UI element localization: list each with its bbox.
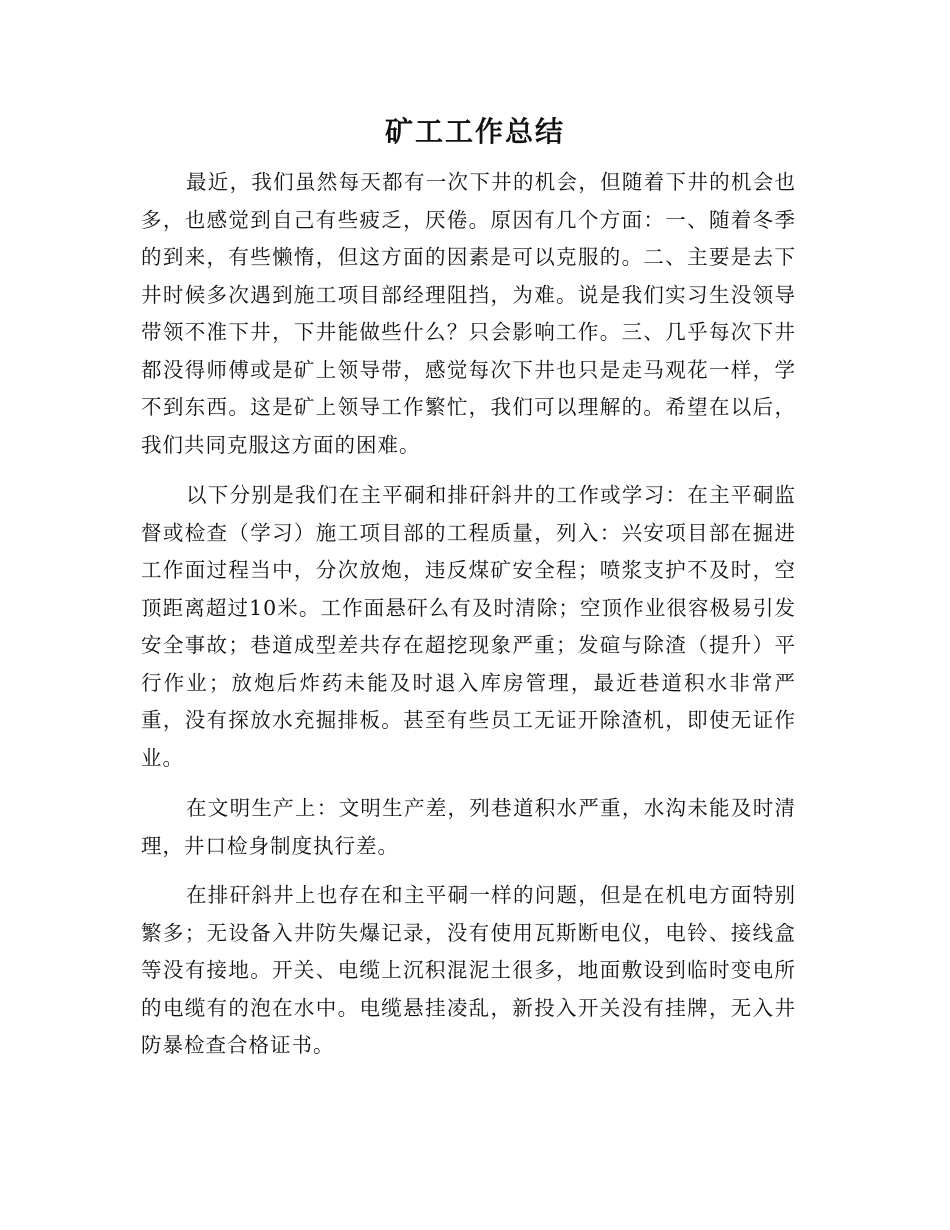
paragraph-2: 以下分别是我们在主平硐和排矸斜井的工作或学习：在主平硐监督或检查（学习）施工项目部的工程质量，列入：兴安项目部在掘进工作面过程当中，分次放炮，违反煤矿安全程；喷浆支护不及时，空顶距离超过10米。工作面悬矸么有及时清除；空顶作业很容极易引发安全事故；巷道成型差共存在超挖现象严重；发碹与除渣（提升）平行作业；放炮后炸药未能及时退入库房管理，最近巷道积水非常严重，没有探放水充掘排板。甚至有些员工无证开除渣机，即使无证作业。: [141, 483, 796, 770]
paragraph-4: 在排矸斜井上也存在和主平硐一样的问题，但是在机电方面特别繁多；无设备入井防失爆记录，没有使用瓦斯断电仪，电铃、接线盒等没有接地。开关、电缆上沉积混泥土很多，地面敷设到临时变电所的电缆有的泡在水中。电缆悬挂凌乱，新投入开关没有挂牌，无入井防暴检查合格证书。: [141, 883, 796, 1057]
paragraph-1: 最近，我们虽然每天都有一次下井的机会，但随着下井的机会也多，也感觉到自己有些疲乏，厌倦。原因有几个方面：一、随着冬季的到来，有些懒惰，但这方面的因素是可以克服的。二、主要是去下井时候多次遇到施工项目部经理阻挡，为难。说是我们实习生没领导带领不准下井，下井能做些什么？只会影响工作。三、几乎每次下井都没得师傅或是矿上领导带，感觉每次下井也只是走马观花一样，学不到东西。这是矿上领导工作繁忙，我们可以理解的。希望在以后，我们共同克服这方面的困难。: [141, 170, 796, 457]
paragraph-3: 在文明生产上：文明生产差，列巷道积水严重，水沟未能及时清理，井口检身制度执行差。: [141, 796, 796, 858]
document-title: 矿工工作总结: [384, 115, 565, 148]
